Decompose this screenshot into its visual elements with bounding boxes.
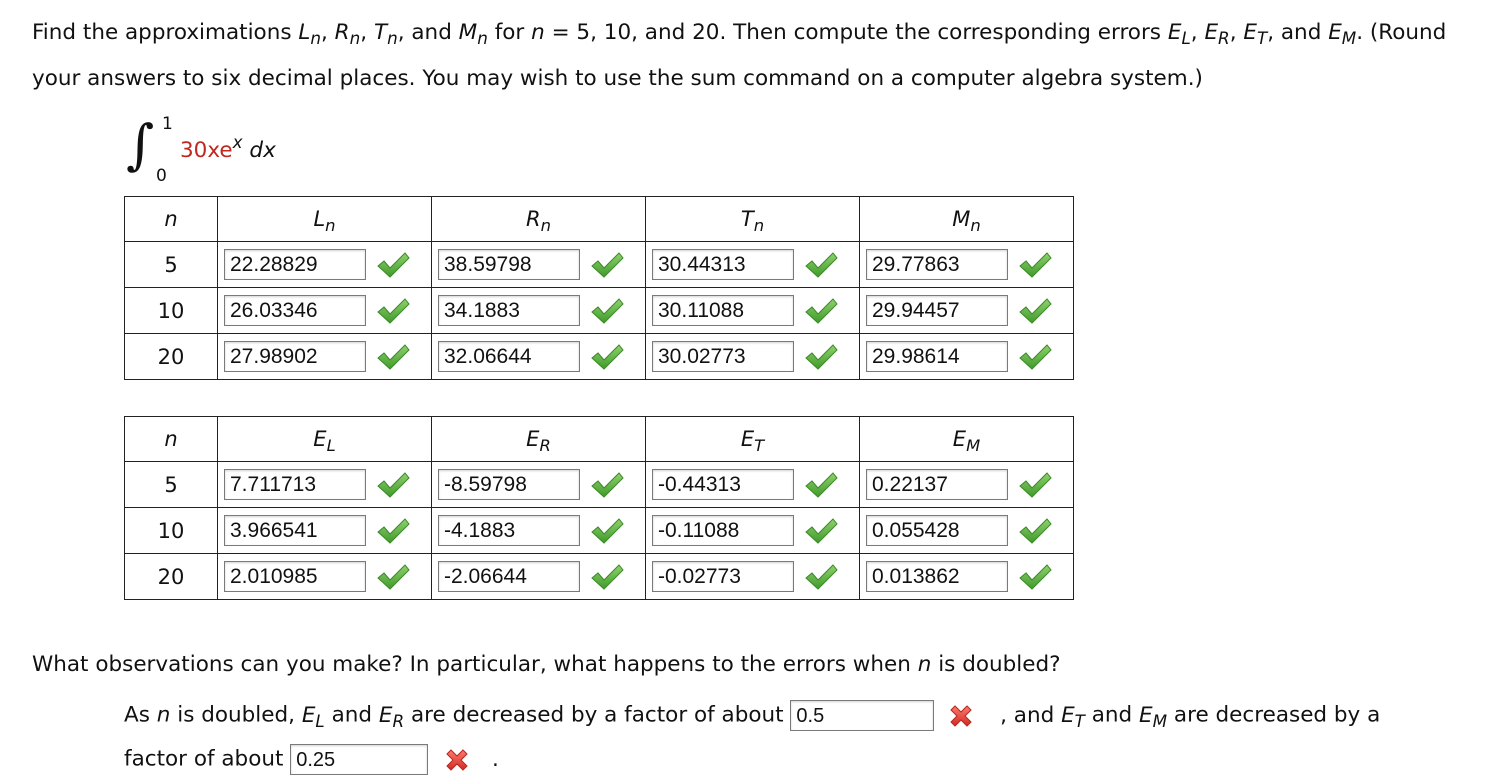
error-answer-input[interactable]: 0.013862 — [866, 561, 1008, 592]
answer-text: and — [324, 702, 379, 728]
correct-check-icon — [590, 563, 624, 591]
value-cell — [860, 508, 1074, 554]
question-text: is doubled? — [931, 652, 1061, 677]
approx-answer-input[interactable]: 30.02773 — [652, 341, 794, 372]
value-cell — [218, 554, 432, 600]
integrand-base: 30xe — [180, 138, 233, 163]
correct-check-icon — [376, 563, 410, 591]
value-cell — [432, 508, 646, 554]
integral-expression — [124, 110, 344, 190]
header-symbol: n — [164, 427, 178, 451]
error-answer-input[interactable]: 2.010985 — [224, 561, 366, 592]
correct-check-icon — [1018, 297, 1052, 325]
table-row — [125, 462, 1074, 508]
prompt-text: = 5, 10, and 20. Then compute the corresponding errors — [544, 20, 1168, 45]
factor-tm-input[interactable]: 0.25 — [290, 744, 428, 775]
approx-header-4 — [860, 197, 1074, 242]
error-header-4 — [860, 417, 1074, 462]
error-answer-input[interactable]: 7.711713 — [224, 469, 366, 500]
integral-sign: ∫ — [126, 113, 155, 176]
correct-check-icon — [804, 517, 838, 545]
error-answer-input[interactable]: -0.11088 — [652, 515, 794, 546]
approximations-table — [124, 196, 1074, 380]
value-cell — [860, 334, 1074, 380]
value-cell — [860, 462, 1074, 508]
error-answer-input[interactable]: 0.055428 — [866, 515, 1008, 546]
approx-answer-input[interactable]: 32.06644 — [438, 341, 580, 372]
approx-answer-input[interactable]: 34.1883 — [438, 295, 580, 326]
observation-question — [32, 652, 1061, 677]
value-cell — [860, 554, 1074, 600]
value-cell — [432, 462, 646, 508]
approx-header-1 — [218, 197, 432, 242]
prompt-sep: , — [321, 20, 335, 45]
answer-text: As — [124, 702, 157, 728]
header-symbol: L — [313, 207, 326, 231]
approx-answer-input[interactable]: 27.98902 — [224, 341, 366, 372]
correct-check-icon — [1018, 471, 1052, 499]
header-subscript: M — [966, 435, 981, 455]
value-cell — [218, 462, 432, 508]
incorrect-icon — [947, 702, 975, 730]
header-symbol: n — [164, 207, 178, 231]
value-cell — [646, 334, 860, 380]
correct-check-icon — [804, 471, 838, 499]
value-cell — [646, 242, 860, 288]
value-cell — [860, 242, 1074, 288]
correct-check-icon — [590, 343, 624, 371]
row-n-label: 5 — [125, 462, 218, 508]
answer-line-2 — [124, 744, 499, 775]
value-cell — [432, 334, 646, 380]
answer-text: factor of about — [124, 746, 291, 772]
correct-check-icon — [376, 343, 410, 371]
value-cell — [646, 554, 860, 600]
approx-answer-input[interactable]: 22.28829 — [224, 249, 366, 280]
correct-check-icon — [1018, 343, 1052, 371]
correct-check-icon — [590, 471, 624, 499]
table-row — [125, 554, 1074, 600]
error-answer-input[interactable]: -4.1883 — [438, 515, 580, 546]
error-header-0 — [125, 417, 218, 462]
approx-answer-input[interactable]: 30.11088 — [652, 295, 794, 326]
integrand — [180, 131, 276, 163]
value-cell — [218, 334, 432, 380]
value-cell — [646, 462, 860, 508]
error-answer-input[interactable]: -8.59798 — [438, 469, 580, 500]
value-cell — [218, 288, 432, 334]
value-cell — [218, 508, 432, 554]
header-subscript: R — [539, 435, 551, 455]
header-subscript: n — [970, 215, 981, 235]
header-symbol: R — [526, 207, 541, 231]
correct-check-icon — [804, 251, 838, 279]
value-cell — [432, 288, 646, 334]
error-answer-input[interactable]: -2.06644 — [438, 561, 580, 592]
correct-check-icon — [1018, 251, 1052, 279]
problem-statement: Find the approximations $L_n$, $R_n$, $T_n$, and $M_n$ for n = 5, 10, and 20. Then compute the corresponding errors $E_L$, $E_R$, $E_T$, and $E_M$. (Round your answers to six decimal places. You may wish to use the sum command on a computer algebra system.) — [32, 20, 1447, 91]
correct-check-icon — [1018, 563, 1052, 591]
answer-text: and — [1084, 702, 1140, 728]
value-cell — [646, 288, 860, 334]
table-row — [125, 288, 1074, 334]
header-subscript: n — [325, 215, 336, 235]
header-symbol: E — [952, 427, 967, 451]
question-var: n — [917, 652, 932, 677]
header-symbol: M — [952, 207, 971, 231]
prompt-text: for — [487, 20, 532, 45]
value-cell — [218, 242, 432, 288]
row-n-label: 10 — [125, 288, 218, 334]
correct-check-icon — [590, 517, 624, 545]
prompt-sep: , and — [1267, 20, 1322, 45]
row-n-label: 5 — [125, 242, 218, 288]
error-answer-input[interactable]: 3.966541 — [224, 515, 366, 546]
prompt-sep: , — [1190, 20, 1205, 45]
approx-header-3 — [646, 197, 860, 242]
correct-check-icon — [804, 297, 838, 325]
error-header-1 — [218, 417, 432, 462]
answer-text: are decreased by a — [1167, 702, 1381, 728]
header-symbol: E — [313, 427, 327, 451]
question-text: What observations can you make? In particular, what happens to the errors when — [32, 652, 918, 677]
header-subscript: T — [754, 435, 765, 455]
error-answer-input[interactable]: -0.02773 — [652, 561, 794, 592]
integrand-exponent: x — [232, 131, 243, 152]
value-cell — [432, 242, 646, 288]
correct-check-icon — [376, 251, 410, 279]
value-cell — [432, 554, 646, 600]
row-n-label: 10 — [125, 508, 218, 554]
correct-check-icon — [590, 251, 624, 279]
header-symbol: E — [740, 427, 755, 451]
error-header-2 — [432, 417, 646, 462]
approx-answer-input[interactable]: 29.98614 — [866, 341, 1008, 372]
prompt-sep: , — [360, 20, 374, 45]
prompt-sep: , and — [397, 20, 459, 45]
incorrect-icon — [443, 746, 471, 774]
error-answer-input[interactable]: 0.22137 — [866, 469, 1008, 500]
answer-text: , and — [1000, 702, 1062, 728]
header-subscript: n — [540, 215, 551, 235]
prompt-sep: , — [1229, 20, 1244, 45]
row-n-label: 20 — [125, 334, 218, 380]
answer-line-1: As n is doubled, $E_L$ and $E_R$ are decreased by a factor of about 0.5 , and $E_T$ and $E_M$ are decreased by a — [124, 700, 1380, 731]
approx-answer-input[interactable]: 29.77863 — [866, 249, 1008, 280]
correct-check-icon — [804, 343, 838, 371]
approx-answer-input[interactable]: 26.03346 — [224, 295, 366, 326]
factor-lr-input[interactable]: 0.5 — [790, 700, 934, 731]
approx-answer-input[interactable]: 29.94457 — [866, 295, 1008, 326]
correct-check-icon — [376, 517, 410, 545]
approx-answer-input[interactable]: 38.59798 — [438, 249, 580, 280]
table-row — [125, 334, 1074, 380]
correct-check-icon — [376, 471, 410, 499]
approx-answer-input[interactable]: 30.44313 — [652, 249, 794, 280]
header-symbol: E — [526, 427, 540, 451]
answer-text: are decreased by a factor of about — [404, 702, 791, 728]
correct-check-icon — [590, 297, 624, 325]
value-cell — [646, 508, 860, 554]
approx-header-0 — [125, 197, 218, 242]
answer-text: is doubled, — [170, 702, 302, 728]
prompt-text: Find the approximations — [32, 20, 299, 45]
correct-check-icon — [804, 563, 838, 591]
table-row — [125, 508, 1074, 554]
approx-header-2 — [432, 197, 646, 242]
integral-dx: dx — [249, 138, 276, 163]
integral-lower-limit: 0 — [156, 166, 167, 186]
correct-check-icon — [1018, 517, 1052, 545]
table-row — [125, 242, 1074, 288]
header-subscript: L — [326, 435, 336, 455]
integral-upper-limit: 1 — [162, 114, 173, 134]
header-subscript: n — [753, 215, 765, 235]
error-answer-input[interactable]: -0.44313 — [652, 469, 794, 500]
header-symbol: T — [740, 207, 754, 231]
errors-table — [124, 416, 1074, 600]
value-cell — [860, 288, 1074, 334]
error-header-3 — [646, 417, 860, 462]
row-n-label: 20 — [125, 554, 218, 600]
answer-text: . — [491, 746, 499, 772]
correct-check-icon — [376, 297, 410, 325]
prompt-text: . (Round your answers to six decimal places. You may wish to use the sum command on a computer algebra system.) — [32, 20, 1447, 91]
